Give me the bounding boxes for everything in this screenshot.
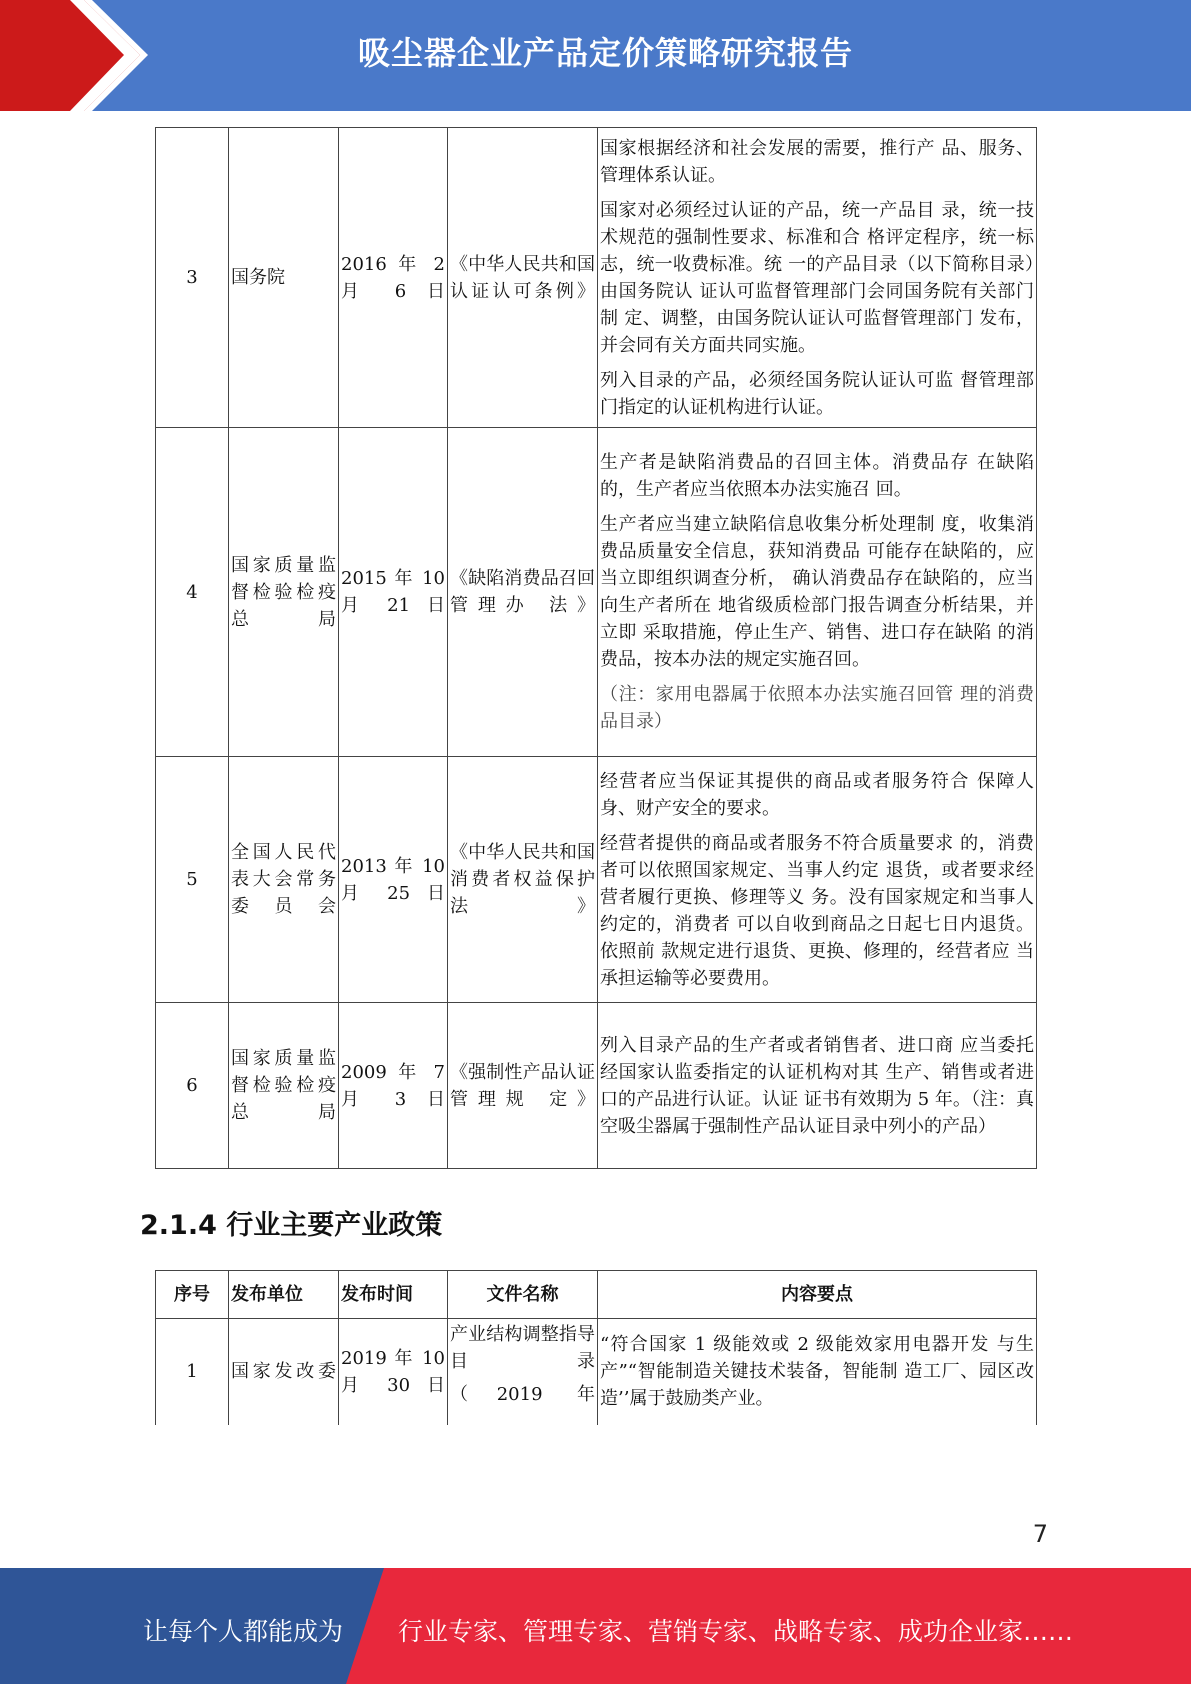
table-row bbox=[156, 428, 1037, 757]
issuer-cell: 国务院 bbox=[229, 128, 339, 428]
header-seq: 序号 bbox=[156, 1271, 229, 1319]
page-number: 7 bbox=[1032, 1520, 1048, 1548]
issuer-cell: 全国人民代表大会常务委员会 bbox=[229, 757, 339, 1003]
document-cell: 《中华人民共和国认证认可条例》 bbox=[448, 128, 598, 428]
content-cell bbox=[598, 128, 1037, 428]
table-row bbox=[156, 1319, 1037, 1425]
regulations-table bbox=[155, 127, 1037, 1169]
page-footer bbox=[0, 1568, 1191, 1684]
content-cell bbox=[598, 1319, 1037, 1425]
content-paragraph: 经营者提供的商品或者服务不符合质量要求 的，消费者可以依照国家规定、当事人约定 退货，或者要求经营者履行更换、修理等义 务。没有国家规定和当事人约定的，消费者 可以自收到商品之日起七日内退货。依照前 款规定进行退货、更换、修理的，经营者应 当承担运输等必要费用。 bbox=[600, 832, 1034, 989]
content-cell bbox=[598, 1003, 1037, 1169]
table-row bbox=[156, 757, 1037, 1003]
report-title: 吸尘器企业产品定价策略研究报告 bbox=[357, 34, 853, 72]
seq-cell: 6 bbox=[156, 1003, 229, 1169]
industry-policy-table bbox=[155, 1270, 1037, 1425]
page-header bbox=[0, 0, 1191, 111]
issuer-cell: 国家发改委 bbox=[229, 1319, 339, 1425]
date-cell: 2009 年 7 月 3 日 bbox=[339, 1003, 448, 1169]
content-cell bbox=[598, 757, 1037, 1003]
footer-slogan-right: 行业专家、管理专家、营销专家、战略专家、成功企业家…… bbox=[398, 1617, 1074, 1646]
content-paragraph: 国家根据经济和社会发展的需要，推行产 品、服务、管理体系认证。 bbox=[600, 137, 1034, 186]
content-paragraph: 生产者应当建立缺陷信息收集分析处理制 度，收集消费品质量安全信息，获知消费品 可能存在缺陷的，应当立即组织调查分析， 确认消费品存在缺陷的，应当向生产者所在 地省级质检部门报告调查分析结果，并立即 采取措施，停止生产、销售、进口存在缺陷 的消费品，按本办法的规定实施召回。 bbox=[600, 514, 1034, 670]
document-name: 产业结构调整指导目录 bbox=[450, 1324, 595, 1372]
content-paragraph: 国家对必须经过认证的产品，统一产品目 录，统一技术规范的强制性要求、标准和合 格评定程序，统一标志，统一收费标准。统 一的产品目录（以下简称目录）由国务院认 证认可监督管理部门会同国务院有关部门制 定、调整，由国务院认证认可监督管理部门 发布，并会同有关方面共同实施。 bbox=[600, 199, 1034, 356]
table-header-row bbox=[156, 1271, 1037, 1319]
date-cell: 2013 年 10 月 25 日 bbox=[339, 757, 448, 1003]
header-date: 发布时间 bbox=[339, 1271, 448, 1319]
date-cell: 2015 年 10 月 21 日 bbox=[339, 428, 448, 757]
issuer-cell: 国家质量监督检验检疫总局 bbox=[229, 428, 339, 757]
date-cell: 2016 年 2 月 6 日 bbox=[339, 128, 448, 428]
content-paragraph: 生产者是缺陷消费品的召回主体。消费品存 在缺陷的，生产者应当依照本办法实施召 回。 bbox=[600, 452, 1034, 500]
content-paragraph: 列入目录的产品，必须经国务院认证认可监 督管理部门指定的认证机构进行认证。 bbox=[600, 369, 1034, 418]
content-paragraph: “符合国家 1 级能效或 2 级能效家用电器开发 与生产”“智能制造关键技术装备，智能制 造工厂、园区改造’’属于鼓励类产业。 bbox=[600, 1334, 1034, 1410]
header-content: 内容要点 bbox=[598, 1271, 1037, 1319]
seq-cell: 1 bbox=[156, 1319, 229, 1425]
date-cell: 2019 年 10 月 30 日 bbox=[339, 1319, 448, 1425]
document-cell: 《中华人民共和国消费者权益保护法》 bbox=[448, 757, 598, 1003]
section-heading: 2.1.4 行业主要产业政策 bbox=[140, 1210, 443, 1241]
document-cell: 《强制性产品认证管理规 定》 bbox=[448, 1003, 598, 1169]
seq-cell: 3 bbox=[156, 128, 229, 428]
table-row bbox=[156, 128, 1037, 428]
document-cell bbox=[448, 1319, 598, 1425]
seq-cell: 4 bbox=[156, 428, 229, 757]
header-issuer: 发布单位 bbox=[229, 1271, 339, 1319]
content-paragraph: 列入目录产品的生产者或者销售者、进口商 应当委托经国家认监委指定的认证机构对其 生产、销售或者进口的产品进行认证。认证 证书有效期为 5 年。（注：真空吸尘器属于强制性产品认证目录中列小的产品） bbox=[600, 1034, 1034, 1137]
table-row bbox=[156, 1003, 1037, 1169]
content-paragraph: 经营者应当保证其提供的商品或者服务符合 保障人身、财产安全的要求。 bbox=[600, 770, 1034, 819]
content-paragraph: （注：家用电器属于依照本办法实施召回管 理的消费品目录） bbox=[600, 684, 1034, 732]
footer-slogan-left: 让每个人都能成为 bbox=[143, 1617, 344, 1646]
document-cell: 《缺陷消费品召回管理办 法》 bbox=[448, 428, 598, 757]
seq-cell: 5 bbox=[156, 757, 229, 1003]
issuer-cell: 国家质量监督检验检疫总局 bbox=[229, 1003, 339, 1169]
header-document: 文件名称 bbox=[448, 1271, 598, 1319]
content-cell bbox=[598, 428, 1037, 757]
document-year: （2019 年 bbox=[450, 1384, 595, 1405]
